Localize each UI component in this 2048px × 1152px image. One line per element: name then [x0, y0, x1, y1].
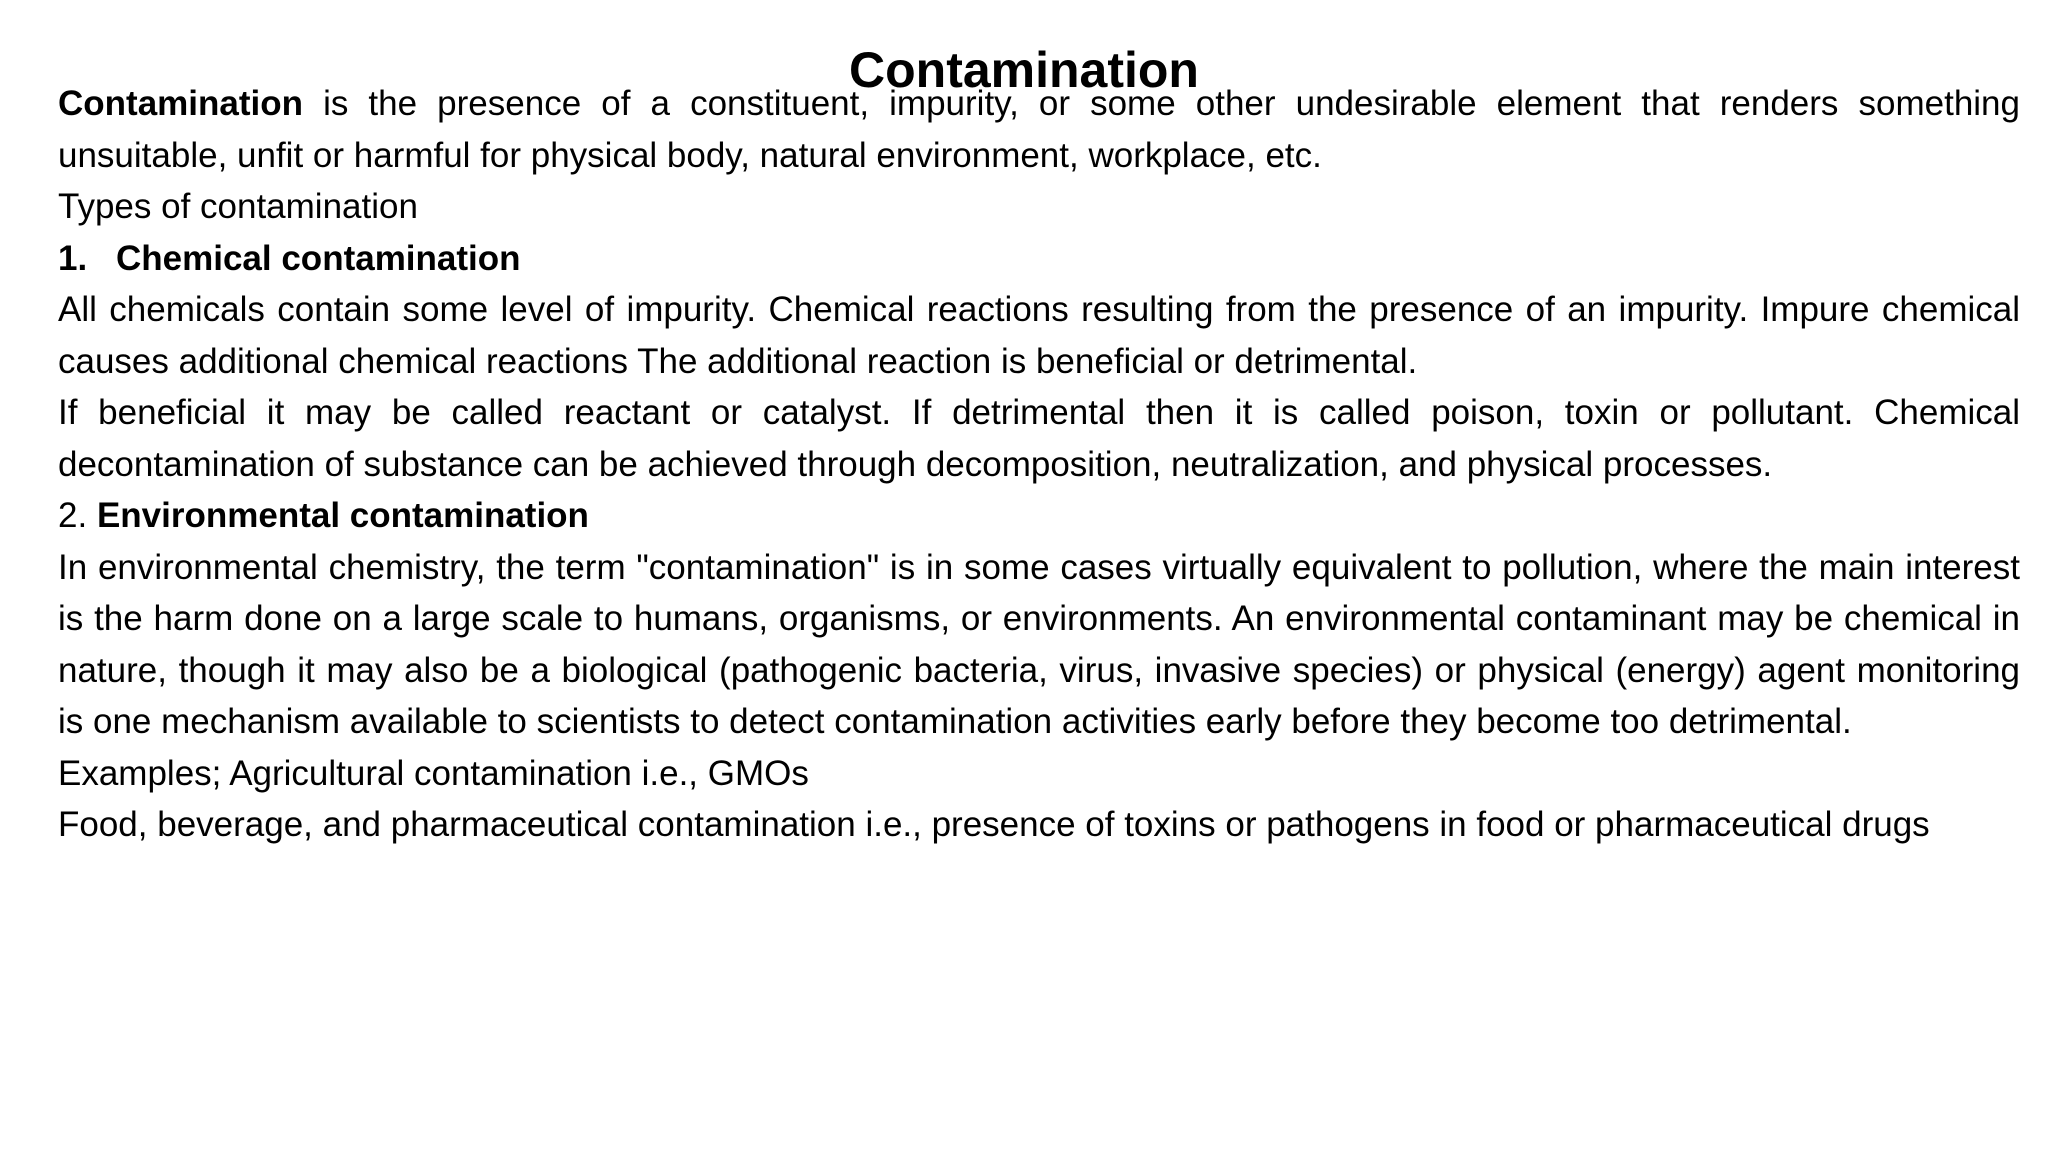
section2-paragraph-2: Food, beverage, and pharmaceutical contamination i.e., presence of toxins or pathogens in food or pharmaceutical drugs — [58, 805, 1930, 844]
slide-body — [58, 78, 2020, 851]
section1-heading-text: Chemical contamination — [116, 238, 521, 278]
section1-number: 1. — [58, 238, 88, 278]
section2-paragraph-1: In environmental chemistry, the term "contamination" is in some cases virtually equivalent to pollution, where the main interest is the harm done on a large scale to humans, organisms, or environments. An environmental contaminant may be chemical in nature, though it may also be a biological (pathogenic bacteria, virus, invasive species) or physical (energy) agent monitoring is one mechanism available to scientists to detect contamination activities early before they become too detrimental. — [58, 547, 2020, 741]
types-heading: Types of contamination — [58, 187, 418, 226]
intro-text: is the presence of a constituent, impurity, or some other undesirable element that renders something unsuitable, unfit or harmful for physical body, natural environment, workplace, etc. — [58, 84, 2020, 175]
slide-title: Contamination — [849, 42, 1199, 98]
intro-paragraph — [58, 78, 2020, 181]
section1-paragraph-1: All chemicals contain some level of impurity. Chemical reactions resulting from the presence of an impurity. Impure chemical causes additional chemical reactions The additional reaction is beneficial or detrimental. — [58, 290, 2020, 381]
section2-examples: Examples; Agricultural contamination i.e., GMOs — [58, 753, 809, 793]
section2-number: 2. — [58, 496, 88, 535]
intro-term: Contamination — [58, 84, 303, 123]
section1-paragraph-2: If beneficial it may be called reactant or catalyst. If detrimental then it is called poison, toxin or pollutant. Chemical decontamination of substance can be achieved through decomposition, neutralization, and physical processes. — [58, 393, 2020, 484]
section2-heading — [58, 490, 2020, 542]
section1-heading — [58, 233, 2020, 285]
section2-heading-text: Environmental contamination — [96, 496, 589, 535]
